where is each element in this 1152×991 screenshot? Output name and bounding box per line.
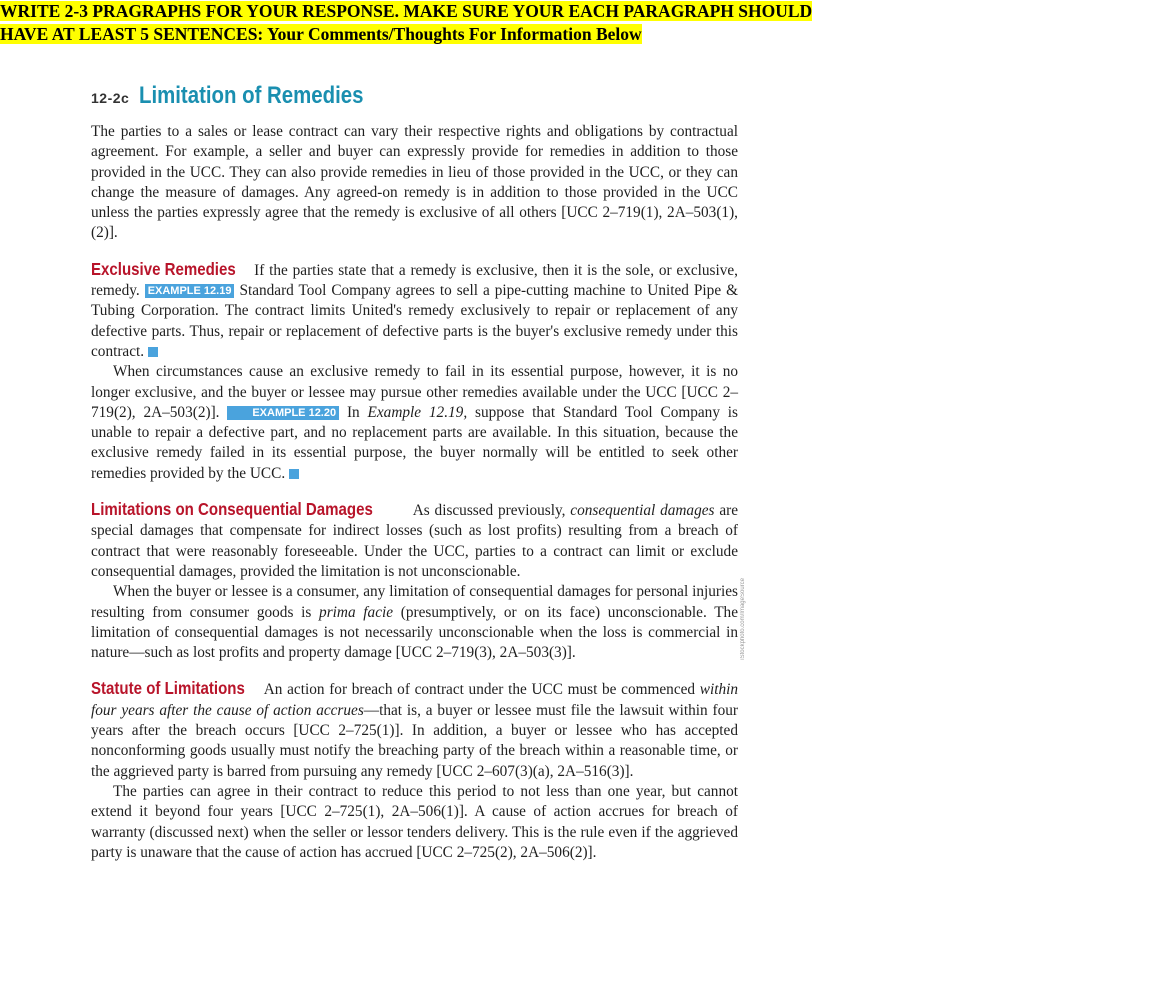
consequential-p1-italic: consequential damages [570, 502, 715, 520]
statute-paragraph-1 [91, 678, 738, 781]
section-title: Limitation of Remedies [139, 82, 364, 109]
instruction-line-2: HAVE AT LEAST 5 SENTENCES: Your Comments/Thoughts For Information Below [0, 24, 642, 44]
exclusive-p2-italic: Example 12.19, [367, 403, 468, 421]
end-example-square-icon [148, 347, 158, 357]
instruction-banner [0, 0, 826, 46]
exclusive-p1-text-a: If the parties state that a remedy is exclusive, then it is the sole, or exclusive, remedy. [91, 261, 738, 300]
consequential-paragraph-2 [91, 582, 738, 663]
example-badge-12-19: EXAMPLE 12.19 [145, 284, 235, 298]
consequential-paragraph-1 [91, 499, 738, 582]
section-number: 12-2c [91, 90, 130, 106]
instruction-line-1: WRITE 2-3 PRAGRAPHS FOR YOUR RESPONSE. MAKE SURE YOUR EACH PARAGRAPH SHOULD [0, 1, 813, 21]
intro-paragraph: The parties to a sales or lease contract can vary their respective rights and obligations by contractual agreement. For example, a seller and buyer can expressly provide for remedies in addition to those provided in the UCC. They can also provide remedies in lieu of those provided in the UCC, or they can change the measure of damages. Any agreed-on remedy is in addition to those provided in the UCC unless the parties expressly agree that the remedy is exclusive of all others [UCC 2–719(1), 2A–503(1), (2)]. [91, 123, 738, 242]
statute-paragraph-2: The parties can agree in their contract to reduce this period to not less than one year, but cannot extend it beyond four years [UCC 2–725(1), 2A–506(1)]. A cause of action accrues for breach of warranty (discussed next) when the seller or lessor tenders delivery. This is the rule even if the aggrieved party is unaware that the cause of action has accrued [UCC 2–725(2), 2A–506(2)]. [91, 782, 738, 861]
exclusive-p2-text-b: In [346, 403, 360, 421]
exclusive-p2-text-c: suppose that Standard Tool Company is unable to repair a defective part, and no replacement parts are available. In this situation, because the exclusive remedy failed in its essential purpose, the buyer normally will be entitled to seek other remedies provided by the UCC. [91, 403, 739, 482]
consequential-p2-text-a: When the buyer or lessee is a consumer, any limitation of consequential damages for personal injuries resulting from consumer goods is [91, 583, 738, 621]
statute-p1-italic: within four years after the cause of action accrues [91, 681, 739, 719]
section-header [91, 82, 738, 110]
exclusive-paragraph-2 [91, 362, 738, 484]
exclusive-paragraph-1 [91, 259, 738, 362]
example-badge-12-20: EXAMPLE 12.20 [227, 406, 339, 420]
end-example-square-icon [289, 469, 299, 479]
consequential-damages-heading: Limitations on Consequential Damages [91, 499, 373, 520]
consequential-p1-text-b: are special damages that compensate for indirect losses (such as lost profits) resulting from a breach of contract that were reasonably foreseeable. Under the UCC, parties to a contract can limit or exclude consequential damages, provided the limitation is not unconscionable. [91, 502, 738, 580]
consequential-p2-italic: prima facie [319, 603, 394, 621]
textbook-page [91, 82, 738, 863]
exclusive-p1-text-b: Standard Tool Company agrees to sell a pipe-cutting machine to United Pipe & Tubing Corporation. The contract limits United's remedy exclusively to repair or replacement of any defective parts. Thus, repair or replacement of defective parts is the buyer's exclusive remedy under this contract. [91, 282, 738, 360]
image-credit: iStockphoto.com/ImageSource [740, 578, 746, 660]
consequential-p1-text-a: As discussed previously, [412, 502, 566, 520]
statute-of-limitations-heading: Statute of Limitations [91, 678, 245, 699]
exclusive-p2-text-a: When circumstances cause an exclusive remedy to fail in its essential purpose, however, it is no longer exclusive, and the buyer or lessee may pursue other remedies available under the UCC [UCC 2–719(2), 2A–503(2)]. [91, 363, 738, 421]
statute-p1-text-b: —that is, a buyer or lessee must file the lawsuit within four years after the breach occurs [UCC 2–725(1)]. In addition, a buyer or lessee who has accepted nonconforming goods usually must notify the breaching party of the breach within a reasonable time, or the aggrieved party is barred from pursuing any remedy [UCC 2–607(3)(a), 2A–516(3)]. [91, 701, 738, 780]
exclusive-remedies-heading: Exclusive Remedies [91, 258, 236, 279]
statute-p1-text-a: An action for breach of contract under the UCC must be commenced [263, 681, 696, 699]
consequential-p2-text-b: (presumptively, or on its face) unconscionable. The limitation of consequential damages is not necessarily unconscionable when the loss is commercial in nature—such as lost profits and property damage [UCC 2–719(3), 2A–503(3)]. [91, 603, 738, 662]
